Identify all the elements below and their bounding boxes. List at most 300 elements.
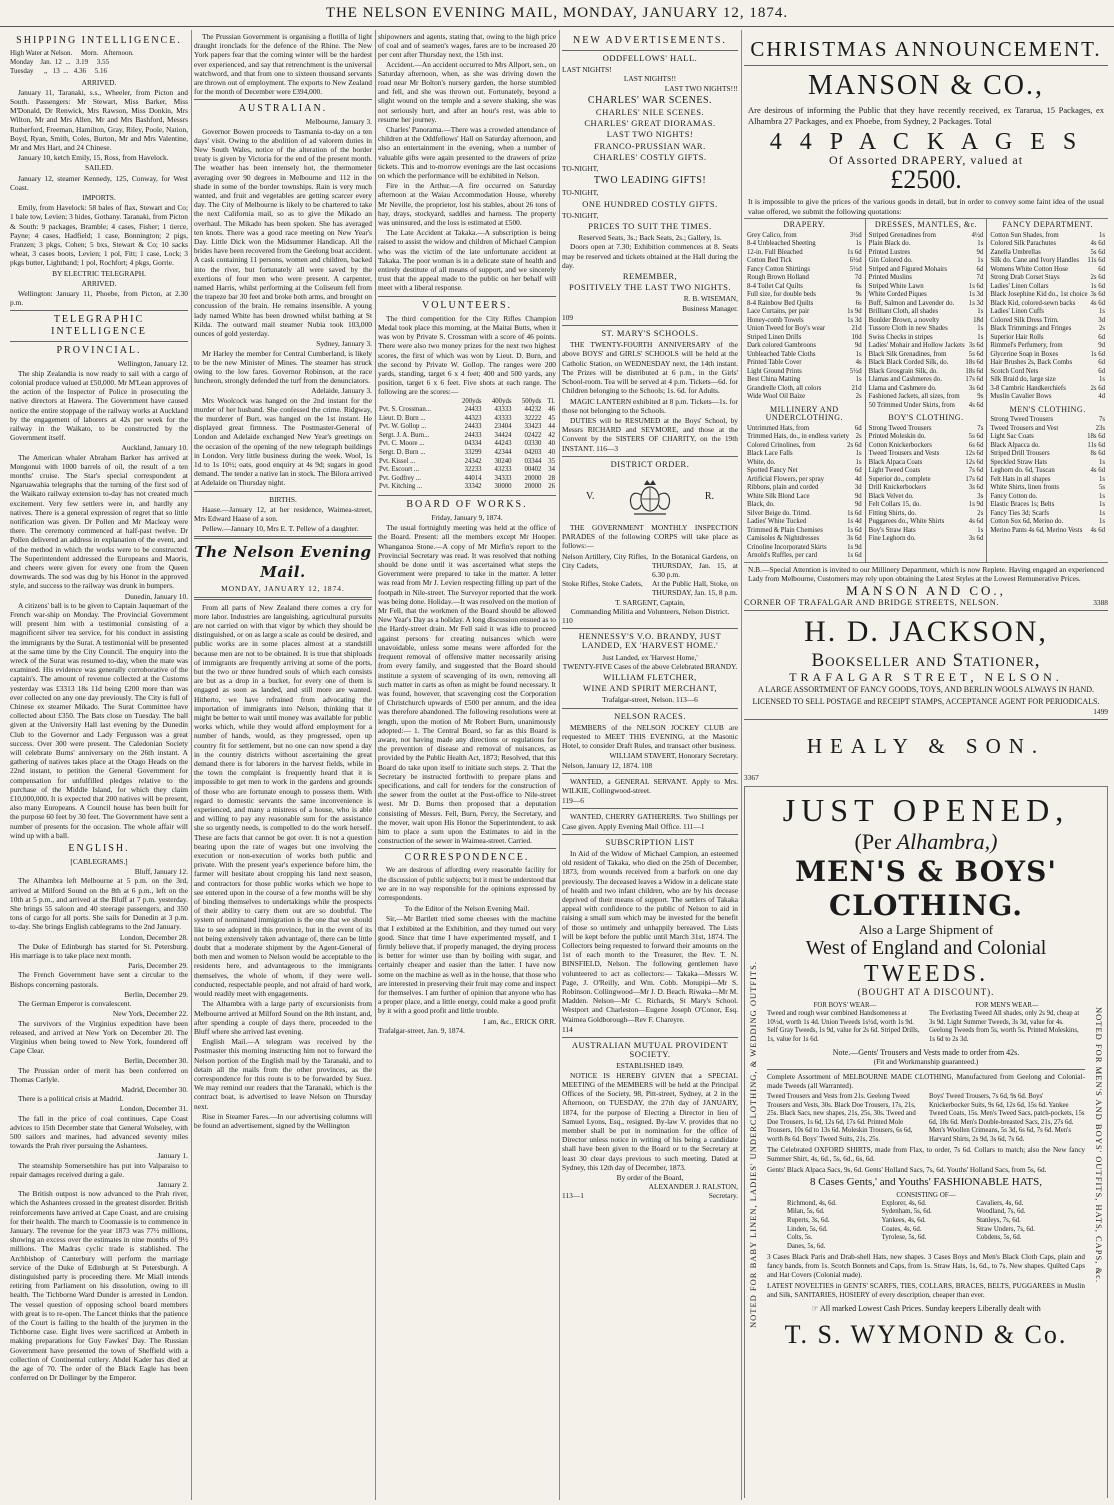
price-item-price: 1s 9d [847, 543, 862, 551]
price-item-label: Silk Braid do, large size [990, 376, 1056, 384]
price-item-price: 3s [977, 492, 984, 500]
price-item-price: 5s 6d [968, 350, 984, 358]
price-item-label: Buff, Salmon and Lavender do. [868, 299, 955, 307]
price-item [869, 342, 984, 351]
ad-line: CORNER OF TRAFALGAR AND BRIDGE STREETS, NELSON. [744, 596, 1000, 607]
price-item [747, 476, 862, 485]
price-item [869, 283, 984, 292]
price-item-price: 3s 6d [847, 535, 862, 543]
price-item [990, 325, 1105, 334]
news-text: Mrs Woolcock was hanged on the 2nd instant for the murder of her husband. She confessed the crime. Ridgway, the murderer of Burt, was hanged on the 1st instant. He displayed great firmness. The Postmaster-General of London and Adelaide exchanged New Year's greetings on the occasion of the opening of the new telegraph buildings in London. Very little business during the week. Wool, 1s 1d to 1s 10½; oats, good enquiry at 4s 9d; sugars in good demand. The tender a native lan in stock. The Bilora arrived at Adelaide on Thursday night. [194, 395, 372, 488]
price-item-label: Speckled Straw Hats [990, 458, 1047, 466]
price-item-label: Colored Silk Dress Trim. [990, 316, 1059, 324]
ad-line: TO-NIGHT, [562, 164, 599, 174]
price-item-price: 9s [855, 291, 862, 299]
divider [378, 848, 556, 849]
score-name: Sergt. J. A. Burn... [379, 431, 430, 439]
price-item-price: 1s 6d [847, 526, 862, 534]
price-item-price: 1s [1098, 458, 1106, 466]
divider [562, 628, 738, 629]
divider [562, 50, 738, 51]
board-date: Friday, January 9, 1874. [431, 513, 503, 523]
ad-line: A LARGE ASSORTMENT OF FANCY GOODS, TOYS, AND BERLIN WOOLS ALWAYS IN HAND. [757, 685, 1095, 695]
column-rule [741, 30, 742, 1500]
price-item-label: Spotted Fancy Net [747, 467, 798, 475]
price-item [869, 527, 984, 536]
price-item-label: Strong Tweed Trousers [868, 424, 932, 432]
price-item-price: 1s [1098, 509, 1106, 517]
ad-line: LAST NIGHTS! [562, 65, 612, 75]
bookseller-heading: Bookseller and Stationer, [811, 649, 1041, 671]
score-value: 40 [548, 449, 555, 457]
price-item-price: 6d [854, 467, 862, 475]
price-item-price: 1s [977, 308, 984, 316]
price-item [747, 266, 862, 275]
news-text: The usual fortnightly meeting was held at the office of the Board. Present: all the members except Mr Hooper. Whanganoa Stone.—A copy of Mr Mirfin's report to the Provincial Secretary was read. It was resolved that nothing should be done until it was ascertained what steps the Government were prepared to take in the matter. A letter was read from Mr J. Levien respecting filling up part of the footpath in Nile-street. The Surveyor reported that the work was being done. Holiday.—It was resolved on the motion of Mr Fell, that the workmen of the Board should be allowed New Year's Day as a holiday. A long discussion ensued as to the Hardy-street drain. Mr Fell said it was idle to proceed against persons for creating nuisances which were unavoidable, unless some means were afforded for the frequent removal of offensive matter necessarily arising from every family, and suggested that the Board should institute a system of scavenging of its own, removing all such matter in carts as often as might be found necessary. It was found, however, that scavenging cost the Corporation of Christchurch upwards of £500 per annum, and the idea was therefore abandoned. The following resolutions were at length, upon the motion of Mr Robert Burn, unanimously adopted:— 1. The Central Board, so far as this Board is aware, not having made any directions or regulations for the prevention of disease and removal of nuisances, as provided by the Public Health Act, 1873; Resolved, that this Board do take upon itself to initiate such steps. 2. That the Secretary be instructed forthwith to prepare plans and specifications, and call for tenders for the construction of the sewer from the outlet at the Post-office to Nile-street west. Mr D. Burns then proposed that a deputation consisting of Messrs. Fell, Burn, Percy, the Secretary, and the mover, wait upon His Honor the Superintendent, to ask him to place a sum upon the Estimates to aid in the construction of the sewer in Waimea-street. Carried. [378, 523, 556, 846]
price-item-price: 1s 6d [1090, 282, 1106, 290]
just-opened-ad [744, 786, 1108, 1498]
ad-text: Doors open at 7.30; Exhibition commences at 8. Seats may be reserved and tickets obtained at the Hall during the day. [562, 242, 738, 270]
price-item [869, 425, 984, 434]
score-value: 00402 [524, 466, 542, 474]
divider [194, 491, 372, 492]
price-item-price: 1s 3d [968, 299, 984, 307]
price-item [747, 493, 862, 502]
price-item [869, 385, 984, 394]
price-item-price: 4s 6d [968, 401, 984, 409]
price-item-price: 1s [1098, 518, 1106, 526]
column-3 [378, 32, 556, 1498]
news-text: The fall in the price of coal continues. Cape Coast advices to 15th December state that General Wolseley, with 500 sailors and marines, had advanced seventy miles towards the Prah river pursuing the Ashantees. [10, 1113, 188, 1151]
price-item [747, 552, 862, 561]
price-item-price: 11s 6d [1087, 257, 1106, 265]
price-item-label: Crinoline Incorporated Skirts [747, 543, 827, 551]
ad-line: All marked Lowest Cash Prices. Sunday keepers Liberally dealt with [819, 1304, 1041, 1314]
score-value: 40 [548, 440, 555, 448]
score-value: 32233 [464, 466, 482, 474]
score-row [378, 415, 556, 424]
news-text: The German Emperor is convalescent. [18, 999, 132, 1009]
price-item-label: Arnold's Ruffles, per card [747, 552, 818, 560]
price-item-label: Camisoles & Nightdresses [747, 535, 820, 543]
score-value: 02422 [524, 431, 542, 439]
news-text: Accident.—An accident occurred to Mrs Allport, sen., on Saturday afternoon, when, as she was driving down the road near Mr Bolton's nursery garden, the horse stumbled and fell, and she was thrown out. Fortunately, beyond a slight wound on the temple and a severe shaking, she was not seriously hurt, and after an hour's rest, was able to resume her journey. [378, 59, 556, 124]
price-item-label: Dark colored Gambroons [747, 342, 817, 350]
price-item [747, 351, 862, 360]
price-item [747, 240, 862, 249]
corps-place: In the Botanical Gardens, on THURSDAY, Jan. 15, at 6.30 p.m. [652, 551, 738, 579]
score-value: 24433 [464, 406, 482, 414]
price-item-price: 1s 6d [847, 509, 862, 517]
divider [744, 719, 1108, 720]
ad-line: CHARLES' GREAT DIORAMAS. [584, 118, 716, 129]
price-item [990, 476, 1105, 485]
tweeds-heading: TWEEDS. [863, 961, 989, 988]
ad-line: ODDFELLOWS' HALL. [602, 53, 698, 63]
price-item-label: Scotch Cord Nets [990, 367, 1039, 375]
pointing-hand-icon: ☞ [811, 1304, 819, 1314]
score-column-header: 500yds [521, 397, 542, 405]
price-item [869, 467, 984, 476]
price-item-label: Trimmed Hats, do., in endless variety [747, 433, 850, 441]
score-name: Pvt. C. Moore ... [379, 440, 425, 448]
price-item-label: Fine Leghorn do. [868, 535, 916, 543]
price-item [869, 402, 984, 411]
price-item-label: Striped Drill Trousers [990, 450, 1050, 458]
price-item [990, 240, 1105, 249]
healy-heading: HEALY & SON. [806, 733, 1046, 758]
price-item-price: 2s [855, 393, 862, 401]
price-item-label: Gin Colored do. [868, 257, 913, 265]
royal-crest-icon [620, 475, 680, 519]
ad-signature: Business Manager. [682, 303, 738, 313]
price-item-price: 4s 6d [1090, 240, 1106, 248]
price-item-price: 6d [854, 424, 862, 432]
ad-line: PRICES TO SUIT THE TIMES. [588, 221, 712, 232]
news-text: The steamship Somersetshire has put into Valparaiso to repair damages received during a gale. [10, 1160, 188, 1179]
price-item-label: Silver Beige do. Trimd. [747, 509, 812, 517]
ad-number: 3367 [744, 772, 759, 782]
price-item [747, 393, 862, 402]
packages-heading: 4 4 P A C K A G E S [769, 129, 1083, 155]
divider [744, 65, 1108, 66]
price-item-price: 5s 6d [1090, 248, 1106, 256]
price-item [747, 467, 862, 476]
price-item [990, 257, 1105, 266]
price-item-label: Leghorn do. 6d, Tuscan [990, 467, 1055, 475]
price-item [990, 317, 1105, 326]
ad-text: Are desirous of informing the Public that they have recently received, ex Tararua, 15 Packages, ex Alhambra 27 Packages, and ex Phoebe, from Sydney, 2 Packages. Total [748, 105, 1104, 126]
score-value: 44323 [464, 414, 482, 422]
price-item-label: Printed Muslins [868, 274, 912, 282]
news-text: The survivors of the Virginius expedition have been released, and arrived at New York on December 20. The Virginius when being towed to New York, foundered off Cape Clear. [10, 1018, 188, 1056]
section-heading: MILLINERY AND UNDERCLOTHING. [765, 404, 844, 423]
column-2 [194, 32, 372, 1498]
correspondence-to: To the Editor of the Nelson Evening Mail. [404, 904, 530, 914]
divider [562, 834, 738, 835]
ad-text: It is impossible to give the prices of the various goods in detail, but in order to convey some faint idea of the usual value offered, we submit the following quotations: [748, 197, 1104, 216]
price-item [747, 334, 862, 343]
price-item-label: Full size, for double beds [747, 291, 816, 299]
score-value: 33299 [464, 449, 482, 457]
price-item [747, 232, 862, 241]
divider [767, 1069, 1085, 1070]
price-item [869, 317, 984, 326]
corps-list: Stoke Rifles, Stoke Cadets, [562, 579, 643, 589]
price-item-price: 4s 6d [1090, 299, 1106, 307]
price-item [990, 527, 1105, 536]
price-item-price: 18s 6d [965, 367, 984, 375]
price-item [990, 283, 1105, 292]
ad-signature: WILLIAM STAVERT, Honorary Secretary. [609, 751, 738, 761]
price-item-price: 2s 6d [1090, 274, 1106, 282]
score-value: 43333 [494, 414, 512, 422]
christmas-heading: CHRISTMAS ANNOUNCEMENT. [750, 37, 1102, 61]
english-heading: ENGLISH. [68, 843, 130, 855]
price-item-price: 5s [1098, 484, 1106, 492]
ad-signature: Secretary. [708, 1191, 738, 1201]
just-opened-heading: JUST OPENED, [782, 792, 1070, 829]
score-name: Lieut. D. Burn ... [379, 414, 426, 422]
price-item [747, 535, 862, 544]
score-row [378, 466, 556, 475]
score-value: 35 [548, 457, 555, 465]
price-item-price: 17s 6d [965, 376, 984, 384]
price-item [869, 266, 984, 275]
score-row [378, 440, 556, 449]
news-text: The Duke of Edinburgh has started for St. Petersburg. His marriage is to take place next month. [10, 941, 188, 961]
nameplate: The Nelson Evening Mail. [194, 543, 372, 582]
price-item [990, 291, 1105, 300]
score-value: 34424 [494, 431, 512, 439]
news-text: The British outpost is now advanced to the Prah river, which the Ashantees crossed in the greatest disorder. British reinforcements have arrived at Cape Coast, and are cruising for their health. The march to Coomassie is to commence in January. The revenue for the year 1873 was 77½ millions, showing an excess over the estimates in nine months of 9½ millions. The Madras cyclic trade is stablished. The Archbishop of Canterbury will perform the marriage service of the Duke of Edinburgh at St Petersburgh. A distinguished party is proceeding there. Mr Miall intends retiring from Parliament on his dissolution, owing to ill health. The Tichborne Ward Dunder is arrested in London. The vessel question of opposing school board members with great is to re-open. The Lancet thinks that the patience of the Court is failing to the health of the jurymen in the Tichborne case. Eight lives were sacrificed at Ambeth in making preparations for Guy Fawkes' Day. The Russian Government have presented the town of Sheffield with a collection of Continental cutlery. Abdel Kader has died at the age of 70. The order of the Black Eagle has been conferred on Dr Dollinger by the Emperor. [10, 1189, 188, 1383]
divider [194, 536, 372, 539]
hat-list: Richmond, 4s, 6d. Milan, 5s, 6d. Ruperts, 3s, 6d. Linden, 5s, 6d. Colts, 5s. Danes, 5s, 6d. [787, 1199, 837, 1250]
price-item [869, 393, 984, 402]
score-value: 43333 [494, 406, 512, 414]
price-item-price: 6s [855, 282, 862, 290]
score-value: 23404 [494, 423, 512, 431]
ad-line: CHARLES' NILE SCENES. [595, 107, 705, 118]
divider [562, 808, 738, 809]
price-item-price: 4d [1098, 393, 1106, 401]
price-item [869, 257, 984, 266]
dateline: Paris, December 29. [128, 961, 188, 971]
divider [10, 310, 188, 311]
tides-header: High Water at Nelson. Morn. Afternoon. [10, 49, 134, 57]
telegraphic-heading: TELEGRAPHIC INTELLIGENCE [51, 314, 147, 338]
price-item-label: 8-4 Unbleached Sheeting [747, 240, 816, 248]
price-item-label: Grey Calico, from [747, 231, 797, 239]
news-text: English Mail.—A telegram was received by the Postmaster this morning instructing him not to forward the Nelson portion of the English mail by the Taranaki, and to detain all the mails from the other provinces, as the correspondence for this route is to be forwarded by Suez. We may remind our readers that the Taranaki, which is the contract boat, is advertised to leave Nelson on Thursday next. [194, 1037, 372, 1111]
dateline: Bluff, January 12. [134, 867, 188, 877]
price-item-label: Glycerine Soap in Boxes [990, 350, 1059, 358]
news-text: There is a political crisis at Madrid. [18, 1094, 124, 1104]
news-text: shipowners and agents, stating that, owing to the high price of coal and of seamen's wages, fares are to be increased 20 per cent after Thursday next, the 15th inst. [378, 32, 556, 60]
price-item-price: 1s 9d [847, 308, 862, 316]
column-rule [191, 30, 192, 1500]
price-item-price: 21d [851, 384, 862, 392]
score-value: 33423 [524, 423, 542, 431]
price-item-price: 1s [855, 350, 862, 358]
price-item [747, 376, 862, 385]
price-item-label: White Silk Blond Lace [747, 492, 810, 500]
score-row [378, 449, 556, 458]
column-1 [10, 32, 188, 1498]
score-row [378, 406, 556, 415]
ad-line: Nelson, January 12, 1874. 108 [562, 760, 653, 770]
price-item-price: 11s 6d [1087, 441, 1106, 449]
price-item-label: Colored Crinolines, from [747, 441, 816, 449]
per-ship [767, 829, 1085, 855]
price-item-price: 3s 6d [1090, 291, 1106, 299]
ad-text: Complete Assortment of MELBOURNE MADE CLOTHING, Manufactured from Geelong and Colonial-made Tweeds (all Warranted). [767, 1072, 1085, 1090]
score-value: 32222 [524, 414, 542, 422]
price-item-price: 6½d [849, 257, 862, 265]
price-item-price: 12s 6d [965, 458, 984, 466]
score-value: 24433 [464, 431, 482, 439]
score-value: 34 [548, 466, 555, 474]
dateline: January 2. [157, 1179, 188, 1189]
arrived-text: January 10, ketch Emily, 15, Ross, from Havelock. [18, 153, 169, 163]
price-item [747, 459, 862, 468]
price-item-label: Zanella Umbrellas [990, 248, 1041, 256]
price-item-price: 17s 6d [965, 475, 984, 483]
price-item [747, 257, 862, 266]
price-item-price: 6d [1098, 265, 1106, 273]
price-item [869, 450, 984, 459]
dateline: Dunedin, January 10. [124, 591, 188, 601]
ad-line: 8 Cases Gents,' and Youths' FASHIONABLE HATS, [809, 1176, 1043, 1189]
divider [562, 708, 738, 709]
price-item [869, 442, 984, 451]
price-item-price: 2s [1098, 325, 1106, 333]
ad-line: WILLIAM FLETCHER, [603, 671, 697, 682]
score-value: 33342 [464, 483, 482, 491]
price-item-label: 12-in. Full Bleached [747, 248, 803, 256]
price-item-price: 1s 6d [847, 552, 862, 560]
australian-heading: AUSTRALIAN. [238, 103, 328, 115]
score-value: 28 [548, 474, 555, 482]
price-item-price: 3d [854, 484, 862, 492]
ad-line: POSITIVELY THE LAST TWO NIGHTS. [569, 282, 731, 293]
score-name: Pvt. S. Crossman... [379, 406, 431, 414]
section-heading: FOR BOYS' WEAR— [813, 1001, 877, 1009]
price-item-label: Printed Moleskin do. [868, 433, 926, 441]
section-heading: FANCY DEPARTMENT. [1002, 220, 1094, 230]
price-item-label: Felt Collars 15, do. [868, 501, 921, 509]
price-item-label: Black Alpaca Coats [868, 458, 923, 466]
price-item [990, 334, 1105, 343]
price-item-price: 2s [855, 433, 862, 441]
price-item-price: 9d [976, 248, 984, 256]
price-item-label: Ribbons, plain and corded [747, 484, 819, 492]
price-item-label: Tussore Cloth in new Shades [868, 325, 948, 333]
ad-text: WANTED, a GENERAL SERVANT. Apply to Mrs. WILKIE, Collingwood-street. [562, 776, 738, 795]
price-item-price: 4d [854, 475, 862, 483]
price-item-label: Grandrelle Cloth, all colors [747, 384, 822, 392]
news-text: Governor Bowen proceeds to Tasmania to-day on a ten days' visit. Owing to the abolition of ad valorem duties in New South Wales, notice of the alteration of the border treaty is given by Victoria for the end of the present month. The weather has been intensely hot, the thermometer averaging over 90 degrees in Melbourne and 112 in the shade in some of the border townships. Rain is very much wanted, and fruit and vegetables are getting scarcer every day. The City of Melbourne is likely to be chartered to take the next California mail, so as to give the Mikado an overhaul. The Mikado has been spoken. She has averaged ten knots. There was a good race meeting on New Year's Day. Little Dick won the Midsummer Handicap. All the brides have been recovered from the Geelong boat accident. A cask containing 11 persons, women and children, backed into the river, but fortunately all were saved by the exertions of four men who were present. A carpenter, named Harris, whilst performing at the Coliseum fell from the trapeze bar 30 feet and broke both arms, and brought on concussion of the brain. He remains insensible. A young lady named White has been drowned whilst bathing at St Kilda. The outward mail steamer Nubia took 103,000 ounces of gold yesterday. [194, 126, 372, 339]
ad-text: NOTICE IS HEREBY GIVEN that a SPECIAL MEETING of the MEMBERS will be held at the Principal Offices of the Society, 98, Pitt-street, Sydney, at 2 in the Afternoon, on TUESDAY, the 27th day of JANUARY, 1874, for the purpose of Electing a Director in lieu of Samuel Lyons, Esq., resigned. By-law V. provides that no member shall be put in nomination for the office of Director unless notice in writing of his being a candidate shall have been given to the Board or to the Secretary at least 30 clear days previous to such meeting. Dated at Sydney, this 12th day of December, 1873. [562, 1070, 738, 1172]
ad-line: LAST TWO NIGHTS! [606, 129, 694, 140]
divider [194, 597, 372, 600]
price-item-label: Artificial Flowers, per spray [747, 475, 825, 483]
price-item-price: 1s [977, 526, 984, 534]
price-item [869, 291, 984, 300]
price-item-label: Striped and Figured Mohairs [868, 265, 948, 273]
ad-text: N.B.—Special Attention is invited to our Millinery Department, which is now Replete. Having engaged an experienced Lady from Melbourne, Customers may rely upon obtaining the Latest Styles at the Lowest Remunerative Prices. [748, 564, 1104, 583]
tides-row: Tuesday ,, 13 ... 4.36 5.16 [10, 67, 107, 76]
price-item-label: Cotton Knickerbockers [868, 441, 932, 449]
ad-number: 3388 [1093, 597, 1108, 607]
ad-number: 113—1 [562, 1191, 584, 1201]
ad-line: FRANCO-PRUSSIAN WAR. [594, 140, 706, 151]
price-item-price: 4s 6d [1090, 526, 1106, 534]
divider [378, 296, 556, 297]
price-item-label: Muslin Cavalier Bows [990, 393, 1052, 401]
news-text: The third competition for the City Rifles Champion Medal took place this morning, at the Maitai Butts, when it was won by Private S. Crossman with a score of 46 points. There were also two money prizes for the next two highest scores, the first of which was won by Lieut. D. Burn, and the second by Private W. Gollop. The ranges were 200 yards, standing, target 6 x 4 feet; 400 and 500 yards, any position, target 6 x 6 feet. Five shots at each range. The following are the scores:— [378, 313, 556, 397]
imports-heading: IMPORTS. [82, 193, 116, 203]
ad-line: HENNESSY'S V.O. BRANDY, JUST LANDED, EX 'HARVEST HOME.' [578, 631, 722, 651]
price-item-label: White, do. [747, 458, 776, 466]
price-item-price: 23s [1095, 424, 1106, 432]
arrived-text: January 11, Taranaki, s.s., Wheeler, from Picton and South. Passengers: Mr Stewart, Miss Barker, Miss M'Donald, Dr Renwick, Mrs Rawson, Miss Donkin, Mrs Wilton, Mr and Mrs Allen, Mr and Mrs Bashford, Messrs Rutherford, Freeman, Hamilton, Gray, Riley, Poole, Nation, Boyd, Ryan, Smith, Coles, Burton, Mr and Mrs Valentine, Mr and Mrs Hart, and 24 Chinese. [10, 87, 188, 153]
ad-text: THE GOVERNMENT MONTHLY INSPECTION PARADES of the following CORPS will take place as follows:— [562, 522, 738, 551]
price-item-price: 3d [1098, 316, 1106, 324]
score-column-header: Tl. [547, 397, 555, 405]
price-item [990, 376, 1105, 385]
price-item [747, 274, 862, 283]
price-item-label: Womens White Cotton Hose [990, 265, 1069, 273]
price-item-label: Fancy Cotton Shirtings [747, 265, 811, 273]
section-heading: FOR MEN'S WEAR— [975, 1001, 1039, 1009]
news-text: The ship Zealandia is now ready to sail with a cargo of colonial produce valued at £50,000. Mr M'Lean approves of the action of the Inspector of Police in prosecuting the native directors at Hawera. The Government have caused notice the entire stoppage of the railway works at Auckland by the engagement of laborers at 42s per week for the railway in the Waikato, to be constructed by the Government itself. [10, 368, 188, 443]
price-item-price: 7d [976, 274, 984, 282]
price-item-label: Llamas and Cashmeres do. [868, 376, 942, 384]
price-item-label: Black Kid, colored-sewn backs [990, 299, 1076, 307]
price-item-label: Boy's Straw Hats [868, 526, 916, 534]
score-row [378, 423, 556, 432]
price-item-label: Black Lace Falls [747, 450, 793, 458]
score-value: 34333 [494, 474, 512, 482]
price-item-label: White Shirts, linen fronts [990, 484, 1060, 492]
issue-date: MONDAY, JANUARY 12, 1874. [221, 584, 345, 594]
price-item-label: Llama and Cashmere do. [868, 384, 937, 392]
price-item [990, 459, 1105, 468]
ad-text: LATEST NOVELTIES in GENTS' SCARFS, TIES, COLLARS, BRACES, BELTS, PUGGAREES in Muslin and Silk, SANITARIES, HOSIERY of every description, cheaper than ever. [767, 1282, 1085, 1300]
divider [562, 456, 738, 457]
news-text: The French Government have sent a circular to the Bishops concerning pastorals. [10, 970, 188, 989]
ad-line: LAST TWO NIGHTS!!! [664, 83, 738, 93]
price-item [990, 450, 1105, 459]
price-item-label: Black Velvet do. [868, 492, 914, 500]
letter-text: Sir,—Mr Bartlett tried some cheeses with the machine that I exhibited at the Exhibition, and they turned out very good. Since that time I have experimented myself, and I firmly believe that, if properly managed, the drying process is better for winter use than by boiling with sugar, and certainly cheaper and easier than the latter. I have now some on the machine as well as in the house, that those who are interested in preserving their fruit may come and inspect for themselves. I am further of opinion that anyone who has a proper place, and a little energy, could make a good profit by it with a good profit and little trouble. [378, 914, 556, 1016]
score-value: 30000 [494, 483, 512, 491]
price-item-label: Light Ground Prints [747, 367, 802, 375]
price-item [869, 300, 984, 309]
masthead: THE NELSON EVENING MAIL, MONDAY, JANUARY 12, 1874. [0, 0, 1114, 27]
ad-text: Gents' Black Alpaca Sacs, 9s, 6d. Gents' Holland Sacs, 7s, 6d. Youths' Holland Sacs, from 5s, 6d. [767, 1166, 1047, 1175]
price-item [990, 393, 1105, 402]
ad-line: ST. MARY'S SCHOOLS. [601, 328, 699, 339]
price-item [747, 342, 862, 351]
price-item-label: Merino Pants 4s 6d, Merino Vests [990, 526, 1083, 534]
price-item-label: White Corded Piques [868, 291, 927, 299]
price-item-price: 3s 6d [968, 535, 984, 543]
price-item [990, 274, 1105, 283]
imports-text: Emily, from Havelock: 58 bales of flax, Stewart and Co; 1 bale tow, Levien; 3 hides, Gothany. Taranaki, from Picton & South: 9 packages, Bramble; 4 cases, Fisher; 1 tierce, Payne; 4 cases, Hadfield; 1 case, Bonnington; 2 pigs, Franzen; 3 pkgs, Cohen; 5 bxs, Stewart & Co; 10 sacks wheat, 3 cases boots, Levien; 1 pol, Fitt; 1 case, Lock; 3 pkgs butter, Lightband; 1 pol, Rochfort; 4 pkgs, Gorrie. [10, 203, 188, 268]
score-column-header: 400yds [491, 397, 512, 405]
telegraph-arrived: ARRIVED. [81, 278, 117, 288]
hat-list: Cavaliers, 4s, 6d. Woodland, 7s, 6d. Stanleys, 7s, 6d. Straw Unders, 7s, 6d. Cobdens, 5s, 6d. [976, 1199, 1035, 1242]
price-item-label: Puggarees do., White Shirts [868, 518, 945, 526]
price-item-label: Tweed Trousers and Vests [868, 450, 940, 458]
price-item-label: 3-8 Cambric Handkerchiefs [990, 384, 1066, 392]
price-item-label: 50 Trimmed Under Skirts, from [868, 401, 955, 409]
manson-heading: MANSON & CO., [807, 70, 1045, 101]
price-item [747, 518, 862, 527]
price-item-price: 8s 6d [1090, 450, 1106, 458]
score-value: 42 [548, 431, 555, 439]
price-item-price: 2s [977, 509, 984, 517]
ad-line: West of England and Colonial [805, 937, 1047, 960]
dateline: Melbourne, January 3. [305, 117, 372, 127]
sailed-text: January 12, steamer Kennedy, 125, Conway, for West Coast. [10, 173, 188, 192]
price-item [747, 325, 862, 334]
editorial-text: From all parts of New Zealand there comes a cry for more labor. Industries are languishing, agricultural pursuits are not carried on with that vigor by which they should be distinguished, or on as large a scale as could be desired, and public works are in some places almost at a standstill because men are not to be obtained. It is true that shiploads of immigrants are frequently arriving at some of the ports, but the two or three hundred souls of which each consists are but as a drop in a bucket, for every one of them is engaged as soon as landed, and still more are wanted. Hitherto, we have refrained from advocating the importation of immigrants into Nelson, thinking that it might be better to wait until money was available for public works which, while they would afford employment for a number of hands, would, as they progressed, open up country fit for settlement, but no one can now spend a day in the country districts without ascertaining the great demand there is for laborers in the harvest fields, while in the town the complaint is frequently heard that it is impossible to get men to work in the gardens and grounds of those who are fortunate enough to possess them. With regard to domestic servants the same inconvenience is experienced, and many a mistress of a house, who is able and willing to pay any reasonable sum for the assistance she so urgently needs, is compelled to do the work herself. These are facts that cannot be got over. It is not a question bearing upon the rate of wages but one involving the execution or non-execution of works both public and private. With the present year's experience before him, the farmer will hesitate about cropping his land next season, and contractors for those public works which we hope to see entered upon in the course of a few months will be shy of binding themselves to undertakings while the prospects of their ability to carry them out are so doubtful. The system of nominated immigration is the one that we should like to see adopted in this province, but in the event of its not being extensively taken advantage of, there can be little doubt that a moderate shipment by the Agent-General of both men and women to Nelson would be acceptable to the residents here, and advantageous to the immigrants themselves, the whole of whom, if they were well-conducted, respectable people, and not afraid of hard work, would readily meet with engagements. [194, 602, 372, 999]
price-item [869, 240, 984, 249]
dateline: Wellington, January 12. [117, 359, 188, 369]
